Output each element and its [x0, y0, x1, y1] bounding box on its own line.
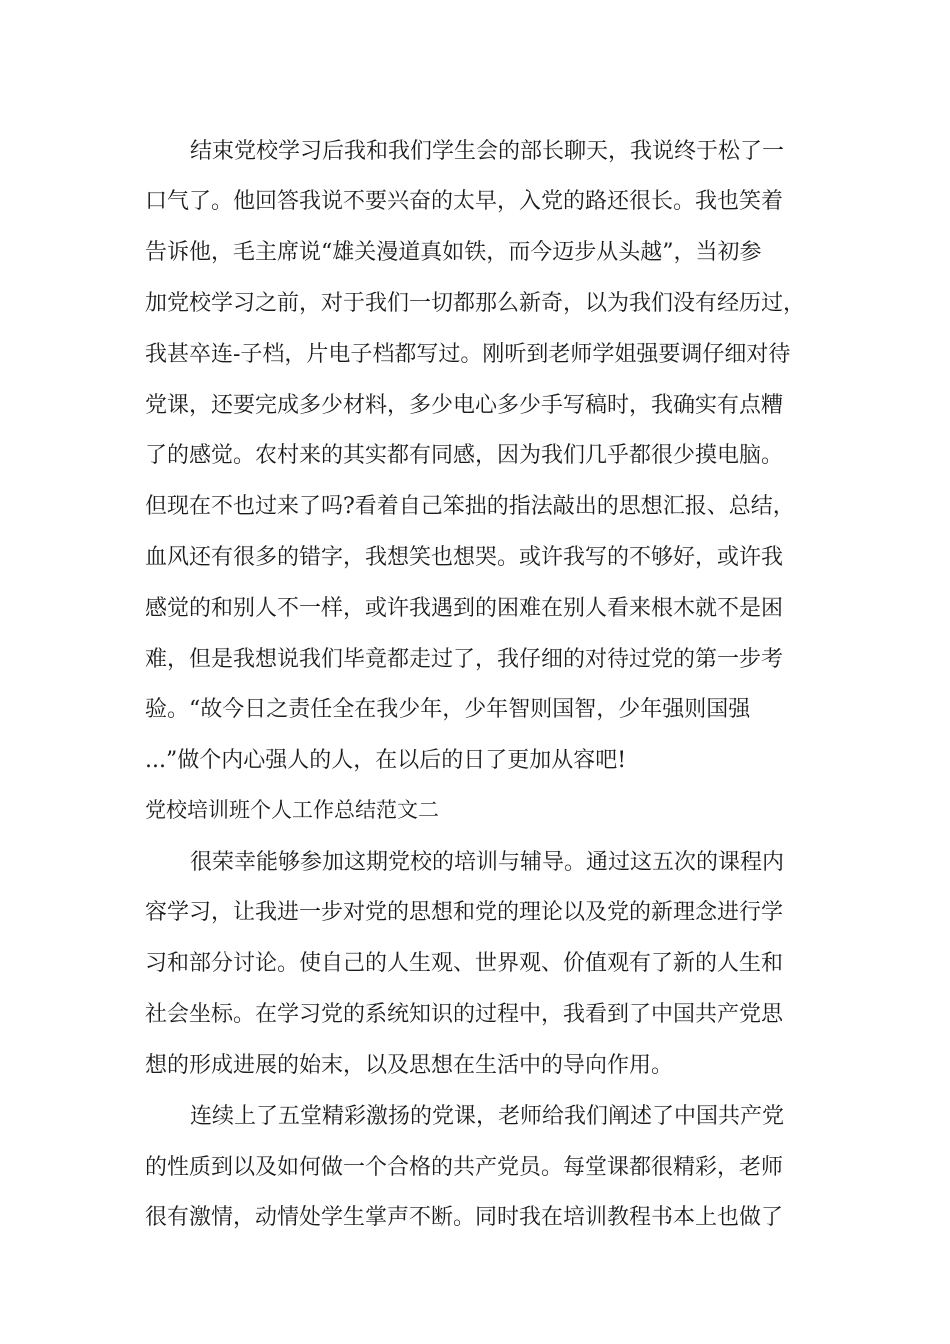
paragraph-line: 党课，还要完成多少材料，多少电心多少手写稿时，我确实有点糟: [145, 393, 784, 418]
paragraph-line: 难，但是我想说我们毕竟都走过了，我仔细的对待过党的第一步考: [145, 647, 784, 672]
paragraph-line: 连续上了五堂精彩激扬的党课，老师给我们阐述了中国共产党: [190, 1104, 785, 1129]
paragraph-line: ...”做个内心强人的人，在以后的日了更加从容吧!: [145, 748, 627, 773]
paragraph-line: 感觉的和别人不一样，或许我遇到的困难在别人看来根木就不是困: [145, 596, 784, 621]
paragraph-line: 想的形成进展的始末，以及思想在生活中的导向作用。: [145, 1053, 674, 1078]
paragraph-line: 很荣幸能够参加这期党校的培训与辅导。通过这五次的课程内: [190, 850, 785, 875]
paragraph-line: 血风还有很多的错字，我想笑也想哭。或许我写的不够好，或许我: [145, 545, 784, 570]
paragraph-line: 口气了。他回答我说不要兴奋的太早，入党的路还很长。我也笑着: [145, 189, 784, 214]
paragraph-line: 容学习，让我进一步对党的思想和党的理论以及党的新理念进行学: [145, 900, 784, 925]
paragraph-line: 我甚卒连-子档，片电子档都写过。刚听到老师学姐强要调仔细对待: [145, 342, 791, 367]
paragraph-line: 了的感觉。农村来的其实都有同感，因为我们几乎都很少摸电脑。: [145, 443, 784, 468]
paragraph-line: 加党校学习之前，对于我们一切都那么新奇，以为我们没有经历过，: [145, 291, 806, 316]
paragraph-line: 结束党校学习后我和我们学生会的部长聊天，我说终于松了一: [190, 139, 785, 164]
paragraph-line: 但现在不也过来了吗?看着自己笨拙的指法敲出的思想汇报、总结，: [145, 494, 795, 519]
paragraph-line: 很有激情，动情处学生掌声不断。同时我在培训教程书本上也做了: [145, 1205, 784, 1230]
paragraph-line: 验。“故今日之责任全在我少年，少年智则国智，少年强则国强: [145, 697, 751, 722]
paragraph-line: 习和部分讨论。使自己的人生观、世界观、价值观有了新的人生和: [145, 951, 784, 976]
section-heading: 党校培训班个人工作总结范文二: [145, 798, 439, 822]
paragraph-line: 社会坐标。在学习党的系统知识的过程中，我看到了中国共产党思: [145, 1002, 784, 1027]
paragraph-line: 的性质到以及如何做一个合格的共产党员。每堂课都很精彩，老师: [145, 1155, 784, 1180]
paragraph-line: 告诉他，毛主席说“雄关漫道真如铁，而今迈步从头越”，当初参: [145, 240, 762, 265]
